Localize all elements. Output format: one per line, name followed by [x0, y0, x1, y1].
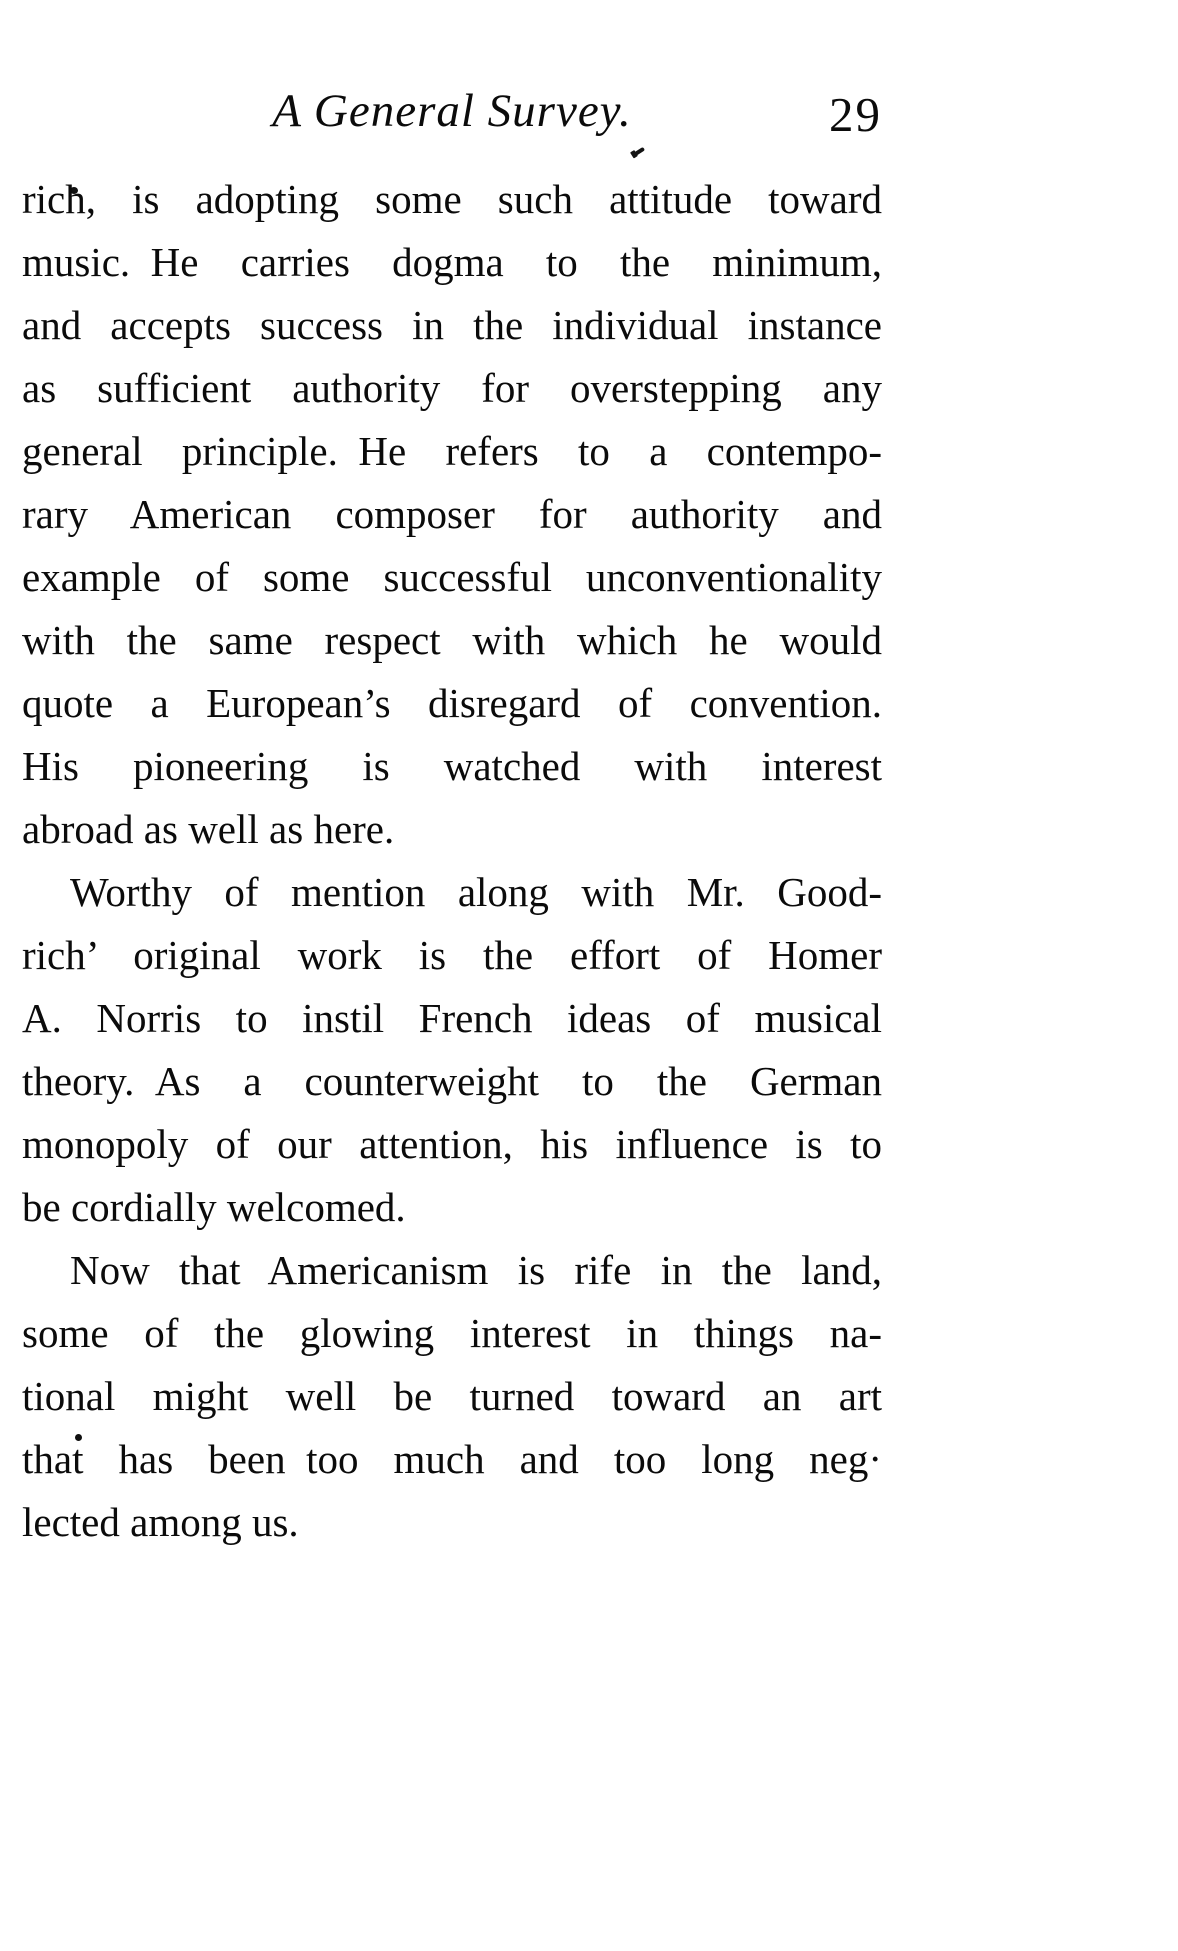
- text-line: A. Norris to instil French ideas of musical: [22, 995, 882, 1041]
- text-line: Now that Americanism is rife in the land,: [70, 1247, 882, 1293]
- text-line: Worthy of mention along with Mr. Good-: [70, 869, 882, 915]
- page-number: 29: [829, 87, 882, 142]
- text-line: abroad as well as here.: [22, 806, 395, 852]
- text-line: lected among us.: [22, 1499, 299, 1545]
- text-line: rich, is adopting some such attitude toward: [22, 176, 882, 222]
- text-line: rich’ original work is the effort of Homer: [22, 932, 882, 978]
- running-header-title: A General Survey.: [272, 85, 632, 137]
- text-line: general principle. He refers to a contempo-: [22, 428, 882, 474]
- text-line: tional might well be turned toward an art: [22, 1373, 882, 1419]
- body-text: [22, 168, 882, 1554]
- text-line: be cordially welcomed.: [22, 1184, 406, 1230]
- text-line: music. He carries dogma to the minimum,: [22, 239, 882, 285]
- text-line: as sufficient authority for overstepping any: [22, 365, 882, 411]
- text-line: quote a European’s disregard of convention.: [22, 680, 882, 726]
- text-line: and accepts success in the individual instance: [22, 302, 882, 348]
- text-line: theory. As a counterweight to the German: [22, 1058, 882, 1104]
- text-line: rary American composer for authority and: [22, 491, 882, 537]
- text-line: that has been too much and too long neg·: [22, 1436, 882, 1482]
- text-line: with the same respect with which he would: [22, 617, 882, 663]
- text-line: His pioneering is watched with interest: [22, 743, 882, 789]
- text-line: monopoly of our attention, his influence is to: [22, 1121, 882, 1167]
- text-line: example of some successful unconventionality: [22, 554, 882, 600]
- running-header: [22, 84, 882, 150]
- text-line: some of the glowing interest in things na-: [22, 1310, 882, 1356]
